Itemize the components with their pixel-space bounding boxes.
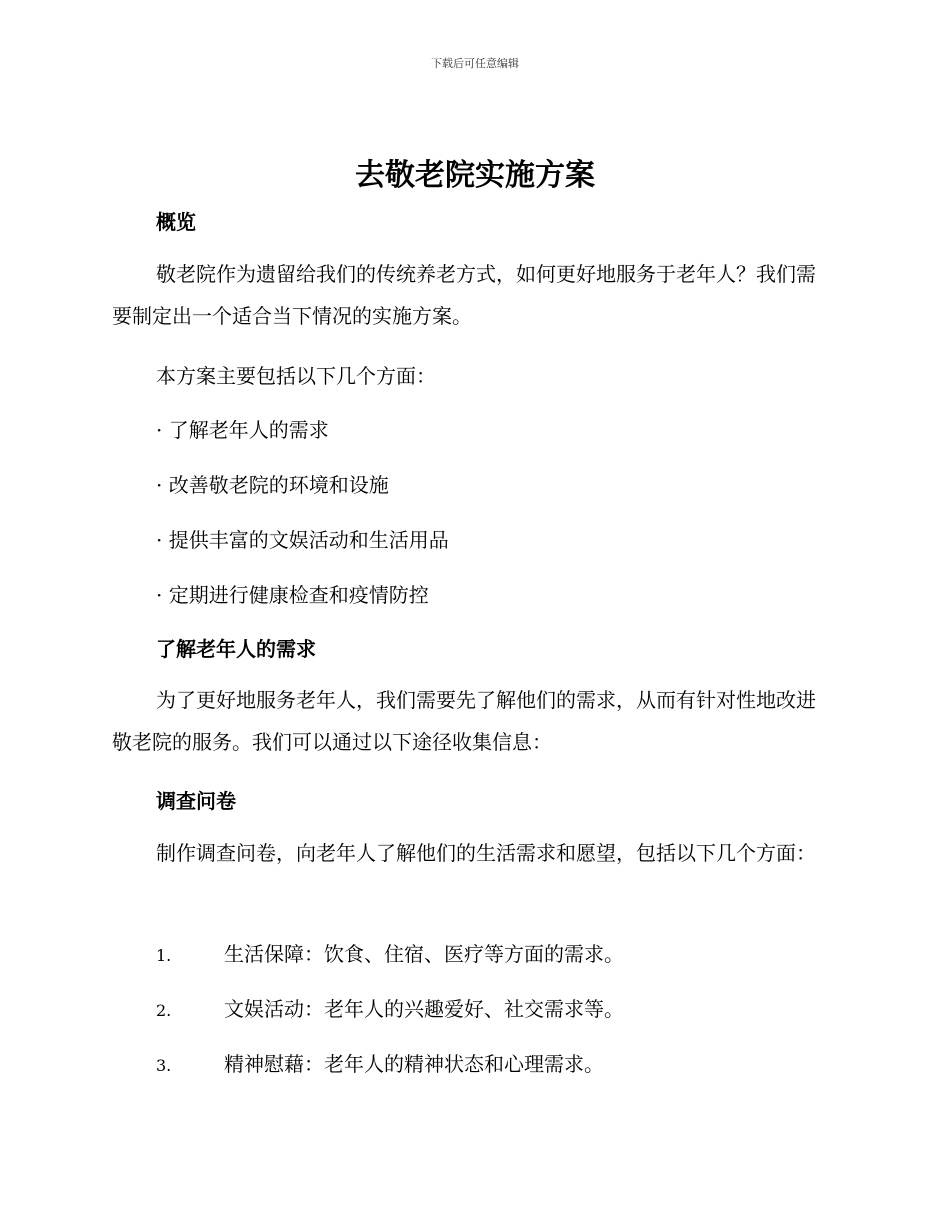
header-note: 下载后可任意编辑 (431, 57, 519, 70)
item-text: 生活保障：饮食、住宿、医疗等方面的需求。 (224, 942, 624, 966)
bullet-item-needs: · 了解老年人的需求 (156, 418, 329, 442)
bullet-item-health: · 定期进行健康检查和疫情防控 (156, 583, 429, 607)
numbered-item-2 (156, 993, 624, 1022)
item-text: 文娱活动：老年人的兴趣爱好、社交需求等。 (224, 997, 624, 1021)
section-heading-needs: 了解老年人的需求 (156, 637, 316, 661)
overview-paragraph: 敬老院作为遗留给我们的传统养老方式，如何更好地服务于老年人？我们需要制定出一个适合当下情况的实施方案。 (112, 262, 816, 328)
section-heading-survey: 调查问卷 (156, 789, 236, 813)
bullet-item-activities: · 提供丰富的文娱活动和生活用品 (156, 528, 449, 552)
numbered-item-3 (156, 1048, 604, 1077)
needs-paragraph: 为了更好地服务老年人，我们需要先了解他们的需求，从而有针对性地改进敬老院的服务。我们可以通过以下途径收集信息： (112, 688, 816, 754)
item-number: 2. (156, 1001, 172, 1020)
overview-intro: 本方案主要包括以下几个方面： (156, 364, 436, 388)
item-number: 1. (156, 946, 172, 965)
document-title: 去敬老院实施方案 (355, 158, 595, 193)
section-heading-overview: 概览 (156, 210, 196, 234)
item-number: 3. (156, 1056, 172, 1075)
item-text: 精神慰藉：老年人的精神状态和心理需求。 (224, 1052, 604, 1076)
bullet-item-environment: · 改善敬老院的环境和设施 (156, 473, 389, 497)
survey-paragraph: 制作调查问卷，向老年人了解他们的生活需求和愿望，包括以下几个方面： (156, 841, 816, 865)
numbered-item-1 (156, 938, 624, 967)
